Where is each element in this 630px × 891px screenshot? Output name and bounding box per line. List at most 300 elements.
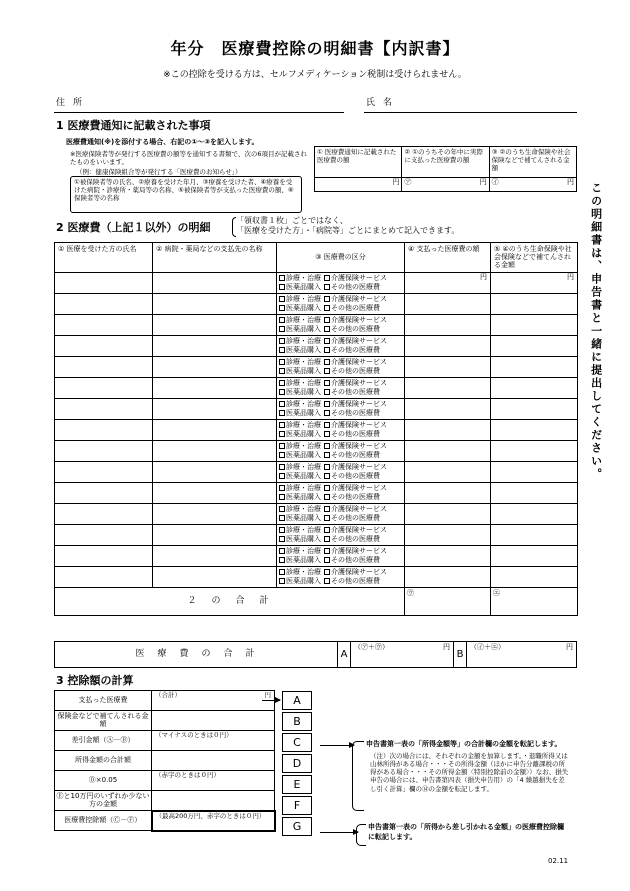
yen-unit: 円 — [443, 643, 450, 651]
expense-row — [55, 567, 578, 588]
deduction-value[interactable] — [152, 811, 275, 831]
category-cell — [277, 504, 405, 525]
patient-name-cell[interactable] — [55, 483, 153, 504]
category-checkbox[interactable] — [279, 422, 285, 428]
category-checkbox[interactable] — [324, 548, 330, 554]
category-cell — [277, 336, 405, 357]
yen-unit: 円 — [566, 643, 573, 651]
deduction-value-note: （マイナスのときは０円） — [155, 731, 233, 739]
category-checkbox[interactable] — [324, 389, 330, 395]
category-cell — [277, 441, 405, 462]
category-checkbox[interactable] — [279, 569, 285, 575]
category-label: 医薬品購入 — [286, 409, 321, 418]
category-checkbox[interactable] — [324, 557, 330, 563]
category-checkbox[interactable] — [324, 401, 330, 407]
category-label: 介護保険サービス — [331, 274, 387, 282]
category-label: 診療・治療 — [286, 316, 321, 324]
payee-name-cell[interactable] — [153, 336, 277, 357]
category-label: 医薬品購入 — [286, 535, 321, 544]
category-checkbox[interactable] — [279, 515, 285, 521]
deduction-label: 所得金額の合計額 — [55, 751, 152, 771]
yen-unit: 円 — [567, 273, 574, 281]
notice-col2-input[interactable] — [402, 178, 489, 192]
category-cell — [277, 483, 405, 504]
section1-items: ①被保険者等の氏名、②療養を受けた年月、③療養を受けた者、④療養を受けた病院・診療所・薬局等の名称、⑤被保険者等が支払った医療費の額、⑥保険者等の名称 — [70, 176, 302, 213]
reimbursed-cell[interactable] — [491, 315, 578, 336]
section2-total-label: ２ の 合 計 — [55, 588, 405, 616]
deduction-row — [55, 711, 275, 731]
expense-row — [55, 441, 578, 462]
payee-name-cell[interactable] — [153, 483, 277, 504]
patient-name-cell[interactable] — [55, 336, 153, 357]
name-field[interactable] — [364, 112, 577, 113]
category-checkbox[interactable] — [324, 338, 330, 344]
letter-box: C — [282, 733, 312, 752]
letter-box: D — [282, 754, 312, 773]
deduction-value[interactable] — [152, 751, 275, 771]
amount-paid-cell[interactable] — [405, 483, 491, 504]
expense-row — [55, 483, 578, 504]
category-label: その他の医療費 — [331, 346, 380, 355]
category-label: 医薬品購入 — [286, 367, 321, 376]
amount-paid-cell[interactable] — [405, 399, 491, 420]
category-cell — [277, 399, 405, 420]
category-cell — [277, 378, 405, 399]
payee-name-cell[interactable] — [153, 294, 277, 315]
category-checkbox[interactable] — [279, 380, 285, 386]
yen-unit: 円 — [567, 178, 574, 186]
category-checkbox[interactable] — [324, 443, 330, 449]
patient-name-cell[interactable] — [55, 420, 153, 441]
deduction-value[interactable] — [152, 691, 275, 711]
deduction-value[interactable] — [152, 731, 275, 751]
side-note: この明細書は、申告書と一緒に提出してください。 — [589, 182, 603, 481]
patient-name-cell[interactable] — [55, 357, 153, 378]
payee-name-cell[interactable] — [153, 462, 277, 483]
formula-b: （㋑＋㋓） — [470, 643, 505, 651]
payee-name-cell[interactable] — [153, 504, 277, 525]
category-checkbox[interactable] — [324, 284, 330, 290]
notice-table — [314, 146, 577, 192]
category-label: その他の医療費 — [331, 514, 380, 523]
category-label: その他の医療費 — [331, 283, 380, 292]
category-checkbox[interactable] — [324, 578, 330, 584]
letter-box: A — [282, 691, 312, 710]
expense-row — [55, 294, 578, 315]
col-payee-name: ② 病院・薬局などの支払先の名称 — [153, 243, 277, 273]
note-c-bracket — [352, 741, 364, 811]
category-checkbox[interactable] — [324, 569, 330, 575]
letter-box: E — [282, 775, 312, 794]
category-checkbox[interactable] — [324, 536, 330, 542]
expense-row — [55, 420, 578, 441]
yen-unit: 円 — [392, 178, 400, 186]
category-checkbox[interactable] — [324, 275, 330, 281]
amount-paid-cell[interactable] — [405, 525, 491, 546]
category-checkbox[interactable] — [279, 506, 285, 512]
deduction-table — [54, 690, 276, 832]
yen-unit: 円 — [480, 273, 487, 281]
category-checkbox[interactable] — [279, 317, 285, 323]
amount-paid-cell[interactable] — [405, 420, 491, 441]
grand-total-row — [54, 641, 577, 668]
amount-paid-cell[interactable] — [405, 441, 491, 462]
note-c-body: （注）次の場合には、それぞれの金額を加算します。・退職所得又は山林所得がある場合・・・その所得金額（ほかに申告分離課税の所得がある場合・・・その所得金額〈特別控除前の金額〉）なお、損失申告の場合には、申告書第四表（損失申告用）の「4 繰越損失を差し引く計算」欄の⑭の金額を転記します。 — [370, 752, 569, 793]
letter-box: B — [282, 712, 312, 731]
arrow-g — [320, 832, 358, 833]
category-label: 診療・治療 — [286, 484, 321, 492]
category-label: 介護保険サービス — [331, 421, 387, 429]
payee-name-cell[interactable] — [153, 399, 277, 420]
patient-name-cell[interactable] — [55, 294, 153, 315]
category-label: その他の医療費 — [331, 409, 380, 418]
deduction-value[interactable] — [152, 711, 275, 731]
category-label: 医薬品購入 — [286, 388, 321, 397]
category-cell — [277, 546, 405, 567]
amount-paid-cell[interactable] — [405, 504, 491, 525]
deduction-row — [55, 751, 275, 771]
category-checkbox[interactable] — [324, 506, 330, 512]
expense-row — [55, 399, 578, 420]
name-label: 氏名 — [366, 98, 401, 108]
deduction-row — [55, 771, 275, 791]
deduction-label: Ⓓ×0.05 — [55, 771, 152, 791]
payee-name-cell[interactable] — [153, 357, 277, 378]
reimbursed-cell[interactable] — [491, 336, 578, 357]
grand-total-label: 医 療 費 の 合 計 — [135, 649, 257, 659]
category-label: 医薬品購入 — [286, 472, 321, 481]
expense-row — [55, 357, 578, 378]
section2-note — [236, 216, 459, 235]
reimbursed-cell[interactable] — [491, 378, 578, 399]
deduction-row — [55, 731, 275, 751]
category-label: 介護保険サービス — [331, 568, 387, 576]
reimbursed-cell[interactable] — [491, 525, 578, 546]
deduction-row — [55, 691, 275, 711]
amount-paid-cell[interactable] — [405, 462, 491, 483]
reimbursed-cell[interactable] — [491, 462, 578, 483]
patient-name-cell[interactable] — [55, 525, 153, 546]
category-checkbox[interactable] — [279, 305, 285, 311]
col-amount-paid: ④ 支払った医療費の額 — [405, 243, 491, 273]
payee-name-cell[interactable] — [153, 420, 277, 441]
category-checkbox[interactable] — [279, 527, 285, 533]
category-checkbox[interactable] — [324, 494, 330, 500]
col-reimbursed: ⑤ ④のうち生命保険や社会保険などで補てんされる金額 — [491, 243, 578, 273]
category-label: 診療・治療 — [286, 400, 321, 408]
category-label: 診療・治療 — [286, 547, 321, 555]
reimbursed-cell[interactable] — [491, 546, 578, 567]
category-checkbox[interactable] — [279, 296, 285, 302]
category-label: その他の医療費 — [331, 367, 380, 376]
box-a-label: A — [337, 642, 351, 667]
section2-note-line1: 「領収書１枚」ごとではなく、 — [236, 216, 348, 225]
reimbursed-cell[interactable] — [491, 294, 578, 315]
patient-name-cell[interactable] — [55, 378, 153, 399]
amount-paid-cell[interactable] — [405, 567, 491, 588]
category-label: 介護保険サービス — [331, 379, 387, 387]
grand-total-a-input[interactable] — [351, 642, 453, 667]
section2-total-reimbursed[interactable] — [491, 588, 578, 616]
reimbursed-cell[interactable] — [491, 483, 578, 504]
category-label: 診療・治療 — [286, 505, 321, 513]
expense-row — [55, 378, 578, 399]
category-checkbox[interactable] — [279, 464, 285, 470]
notice-col3-header: ③ ②のうち生命保険や社会保険などで補てんされる金額 — [489, 147, 576, 178]
footer-code: 02.11 — [548, 857, 569, 865]
category-label: 医薬品購入 — [286, 325, 321, 334]
patient-name-cell[interactable] — [55, 567, 153, 588]
deduction-value[interactable] — [152, 771, 275, 791]
letter-box: F — [282, 796, 312, 815]
category-label: 医薬品購入 — [286, 304, 321, 313]
category-label: 診療・治療 — [286, 274, 321, 282]
category-label: 介護保険サービス — [331, 463, 387, 471]
category-label: その他の医療費 — [331, 556, 380, 565]
category-label: 診療・治療 — [286, 379, 321, 387]
category-cell — [277, 357, 405, 378]
payee-name-cell[interactable] — [153, 273, 277, 294]
patient-name-cell[interactable] — [55, 462, 153, 483]
note-g-bracket — [356, 824, 366, 846]
category-cell — [277, 420, 405, 441]
category-cell — [277, 567, 405, 588]
address-field[interactable] — [54, 112, 344, 113]
mark-i: ㋑ — [491, 178, 499, 186]
patient-name-cell[interactable] — [55, 273, 153, 294]
section1-example: （例：健康保険組合等が発行する「医療費のお知らせ」） — [76, 168, 242, 176]
category-checkbox[interactable] — [279, 548, 285, 554]
category-checkbox[interactable] — [279, 284, 285, 290]
category-checkbox[interactable] — [279, 326, 285, 332]
category-checkbox[interactable] — [279, 473, 285, 479]
payee-name-cell[interactable] — [153, 567, 277, 588]
category-checkbox[interactable] — [279, 338, 285, 344]
payee-name-cell[interactable] — [153, 378, 277, 399]
reimbursed-cell[interactable] — [491, 420, 578, 441]
category-checkbox[interactable] — [279, 275, 285, 281]
category-checkbox[interactable] — [324, 326, 330, 332]
deduction-label: 差引金額（Ⓐ－Ⓑ） — [55, 731, 152, 751]
category-label: 介護保険サービス — [331, 547, 387, 555]
category-checkbox[interactable] — [324, 422, 330, 428]
col-patient-name: ① 医療を受けた方の氏名 — [55, 243, 153, 273]
amount-paid-cell[interactable] — [405, 378, 491, 399]
category-label: 介護保険サービス — [331, 295, 387, 303]
deduction-row — [55, 791, 275, 811]
section2-total-paid[interactable] — [405, 588, 491, 616]
patient-name-cell[interactable] — [55, 399, 153, 420]
category-label: その他の医療費 — [331, 388, 380, 397]
deduction-value[interactable] — [152, 791, 275, 811]
category-label: 診療・治療 — [286, 295, 321, 303]
reimbursed-cell[interactable] — [491, 273, 578, 294]
category-checkbox[interactable] — [324, 410, 330, 416]
category-label: 介護保険サービス — [331, 442, 387, 450]
category-checkbox[interactable] — [324, 296, 330, 302]
col-expense-category: ③ 医療費の区分 — [277, 243, 405, 273]
category-label: 介護保険サービス — [331, 358, 387, 366]
deduction-label: 医療費控除額（Ⓒ－Ⓕ） — [55, 811, 152, 831]
category-label: 診療・治療 — [286, 337, 321, 345]
amount-paid-cell[interactable] — [405, 315, 491, 336]
section2-heading: 2 医療費（上記１以外）の明細 — [56, 221, 211, 234]
deduction-value-note: （最高200万円、赤字のときは０円） — [155, 811, 266, 820]
patient-name-cell[interactable] — [55, 546, 153, 567]
category-label: 介護保険サービス — [331, 526, 387, 534]
category-checkbox[interactable] — [324, 515, 330, 521]
category-label: 介護保険サービス — [331, 316, 387, 324]
category-label: 診療・治療 — [286, 442, 321, 450]
deduction-label: 支払った医療費 — [55, 691, 152, 711]
notice-col1-input[interactable] — [315, 178, 402, 192]
category-label: 介護保険サービス — [331, 400, 387, 408]
expense-row — [55, 504, 578, 525]
category-checkbox[interactable] — [279, 401, 285, 407]
amount-paid-cell[interactable] — [405, 294, 491, 315]
category-checkbox[interactable] — [279, 410, 285, 416]
payee-name-cell[interactable] — [153, 546, 277, 567]
category-checkbox[interactable] — [279, 443, 285, 449]
category-label: 介護保険サービス — [331, 337, 387, 345]
category-label: 介護保険サービス — [331, 505, 387, 513]
notice-col2-header: ② ①のうちその年中に実際に支払った医療費の額 — [402, 147, 489, 178]
category-cell — [277, 315, 405, 336]
category-checkbox[interactable] — [279, 494, 285, 500]
category-checkbox[interactable] — [279, 347, 285, 353]
category-checkbox[interactable] — [324, 359, 330, 365]
category-checkbox[interactable] — [279, 389, 285, 395]
category-checkbox[interactable] — [324, 464, 330, 470]
category-label: 医薬品購入 — [286, 430, 321, 439]
category-checkbox[interactable] — [279, 536, 285, 542]
category-checkbox[interactable] — [324, 452, 330, 458]
address-label: 住所 — [56, 98, 91, 108]
category-cell — [277, 462, 405, 483]
reimbursed-cell[interactable] — [491, 357, 578, 378]
category-label: その他の医療費 — [331, 451, 380, 460]
category-checkbox[interactable] — [279, 431, 285, 437]
reimbursed-cell[interactable] — [491, 441, 578, 462]
yen-unit: 円 — [264, 691, 271, 699]
category-checkbox[interactable] — [324, 380, 330, 386]
payee-name-cell[interactable] — [153, 525, 277, 546]
expense-row — [55, 546, 578, 567]
category-label: 医薬品購入 — [286, 283, 321, 292]
category-label: 診療・治療 — [286, 463, 321, 471]
deduction-label: Ⓔと10万円のいずれか少ない方の金額 — [55, 791, 152, 811]
category-checkbox[interactable] — [279, 578, 285, 584]
category-label: その他の医療費 — [331, 325, 380, 334]
payee-name-cell[interactable] — [153, 441, 277, 462]
category-label: その他の医療費 — [331, 493, 380, 502]
category-checkbox[interactable] — [324, 368, 330, 374]
category-checkbox[interactable] — [324, 347, 330, 353]
category-label: 医薬品購入 — [286, 556, 321, 565]
category-checkbox[interactable] — [324, 473, 330, 479]
deduction-label: 保険金などで補てんされる金額 — [55, 711, 152, 731]
category-checkbox[interactable] — [279, 368, 285, 374]
category-label: その他の医療費 — [331, 577, 380, 586]
category-label: 医薬品購入 — [286, 346, 321, 355]
category-checkbox[interactable] — [324, 305, 330, 311]
arrow-c — [320, 745, 354, 746]
expense-row — [55, 462, 578, 483]
grand-total-b-input[interactable] — [467, 642, 576, 667]
note-bracket — [232, 217, 236, 237]
amount-paid-cell[interactable] — [405, 273, 491, 294]
category-checkbox[interactable] — [324, 485, 330, 491]
category-label: 医薬品購入 — [286, 493, 321, 502]
letter-box: G — [282, 817, 312, 836]
section1-intro: 医療費通知(※)を添付する場合、右記の①〜③を記入します。 — [66, 138, 259, 146]
deduction-row — [55, 811, 275, 831]
expense-row — [55, 315, 578, 336]
expense-row — [55, 273, 578, 294]
category-label: 介護保険サービス — [331, 484, 387, 492]
deduction-value-note: （合計） — [155, 691, 181, 699]
page-subtitle: ※この控除を受ける方は、セルフメディケーション税制は受けられません。 — [163, 70, 467, 80]
payee-name-cell[interactable] — [153, 315, 277, 336]
section2-note-line2: 「医療を受けた方」・「病院等」ごとにまとめて記入できます。 — [236, 225, 460, 235]
page-title: 年分 医療費控除の明細書【内訳書】 — [170, 39, 460, 58]
deduction-value-note: （赤字のときは０円） — [155, 771, 220, 779]
note-g-text: 申告書第一表の「所得から差し引かれる金額」の医療費控除欄に転記します。 — [368, 823, 564, 841]
amount-paid-cell[interactable] — [405, 336, 491, 357]
category-label: その他の医療費 — [331, 535, 380, 544]
mark-a: ㋐ — [404, 178, 412, 186]
arrow-a — [262, 700, 280, 701]
category-label: 診療・治療 — [286, 421, 321, 429]
category-cell — [277, 294, 405, 315]
category-label: 診療・治療 — [286, 358, 321, 366]
category-checkbox[interactable] — [279, 452, 285, 458]
reimbursed-cell[interactable] — [491, 399, 578, 420]
formula-a: （㋐＋㋒） — [354, 643, 389, 651]
category-label: その他の医療費 — [331, 430, 380, 439]
note-c-title: 申告書第一表の「所得金額等」の合計欄の金額を転記します。 — [366, 740, 562, 748]
category-checkbox[interactable] — [279, 359, 285, 365]
patient-name-cell[interactable] — [55, 504, 153, 525]
yen-unit: 円 — [479, 178, 487, 186]
patient-name-cell[interactable] — [55, 441, 153, 462]
patient-name-cell[interactable] — [55, 315, 153, 336]
expense-table — [54, 242, 578, 616]
category-cell — [277, 525, 405, 546]
notice-col3-input[interactable] — [489, 178, 576, 192]
mark-e: ㋓ — [493, 589, 500, 597]
category-label: その他の医療費 — [331, 472, 380, 481]
category-checkbox[interactable] — [324, 317, 330, 323]
category-label: 診療・治療 — [286, 526, 321, 534]
box-b-label: B — [453, 642, 467, 667]
category-label: 診療・治療 — [286, 568, 321, 576]
amount-paid-cell[interactable] — [405, 546, 491, 567]
reimbursed-cell[interactable] — [491, 504, 578, 525]
reimbursed-cell[interactable] — [491, 567, 578, 588]
category-checkbox[interactable] — [324, 431, 330, 437]
category-label: 医薬品購入 — [286, 514, 321, 523]
category-checkbox[interactable] — [279, 485, 285, 491]
category-checkbox[interactable] — [324, 527, 330, 533]
expense-row — [55, 525, 578, 546]
section3-heading: 3 控除額の計算 — [56, 674, 134, 687]
category-checkbox[interactable] — [279, 557, 285, 563]
amount-paid-cell[interactable] — [405, 357, 491, 378]
section1-note: ※医療保険者等が発行する医療費の額等を通知する書類で、次の6項目が記載されたものをいいます。 — [70, 150, 307, 167]
notice-col1-header: ① 医療費通知に記載された医療費の額 — [315, 147, 402, 178]
category-cell — [277, 273, 405, 294]
